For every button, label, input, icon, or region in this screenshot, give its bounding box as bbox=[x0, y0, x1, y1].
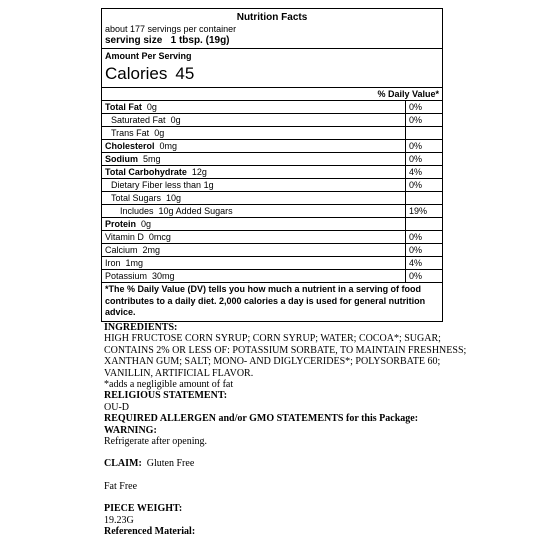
nutrient-dv: 4% bbox=[406, 166, 443, 179]
claim-fat-free: Fat Free bbox=[104, 480, 138, 492]
nutrient-name: Cholesterol bbox=[105, 141, 155, 151]
nutrition-title: Nutrition Facts bbox=[236, 12, 308, 23]
nutrient-name: Total Fat bbox=[105, 102, 142, 112]
allergen-heading: REQUIRED ALLERGEN and/or GMO STATEMENTS for this Package: bbox=[104, 413, 419, 425]
ingredients-line: VANILLIN, ARTIFICIAL FLAVOR. bbox=[104, 367, 254, 379]
nutrient-amount: 30mg bbox=[152, 271, 175, 281]
dv-header-row bbox=[102, 88, 442, 101]
table-row bbox=[102, 192, 442, 205]
spacer bbox=[104, 447, 524, 458]
nutrition-facts-panel bbox=[101, 8, 443, 322]
nutrient-dv bbox=[406, 218, 443, 231]
table-row bbox=[102, 179, 442, 192]
ingredients-heading: INGREDIENTS: bbox=[104, 322, 178, 333]
claim-label: CLAIM: bbox=[104, 458, 142, 470]
nutrient-amount: 0mcg bbox=[148, 232, 171, 242]
nutrient-name: Includes bbox=[120, 206, 154, 216]
spacer bbox=[104, 492, 524, 503]
nutrient-dv: 0% bbox=[406, 179, 443, 192]
nutrient-name: Calcium bbox=[105, 245, 138, 255]
amount-per-serving: Amount Per Serving bbox=[105, 51, 192, 61]
nutrient-amount: 12g bbox=[191, 167, 207, 177]
table-row bbox=[102, 114, 442, 127]
claim-value: Gluten Free bbox=[146, 458, 195, 470]
table-row bbox=[102, 153, 442, 166]
nutrient-amount: 1g bbox=[203, 180, 214, 190]
table-row bbox=[102, 101, 442, 114]
referenced-heading: Referenced Material: bbox=[104, 526, 196, 538]
table-row bbox=[102, 244, 442, 257]
nutrient-dv: 0% bbox=[406, 244, 443, 257]
nutrient-amount: 2mg bbox=[142, 245, 161, 255]
nutrient-name: Total Sugars bbox=[111, 193, 162, 203]
serving-size-label: serving size bbox=[105, 35, 163, 46]
nutrient-name: Saturated Fat bbox=[111, 115, 166, 125]
servings-per-container: about 177 servings per container bbox=[105, 24, 237, 34]
dv-footnote: *The % Daily Value (DV) tells you how much a nutrient in a serving of food contributes to a daily diet. 2,000 calories a day is used for general nutrition advice. bbox=[105, 284, 426, 317]
calories-label: Calories bbox=[105, 64, 168, 83]
nutrient-dv: 0% bbox=[406, 140, 443, 153]
nutrient-dv: 0% bbox=[406, 114, 443, 127]
nutrient-amount: 0g bbox=[146, 102, 157, 112]
ingredients-note: *adds a negligible amount of fat bbox=[104, 379, 234, 391]
nutrient-name: Vitamin D bbox=[105, 232, 144, 242]
nutrient-name: Potassium bbox=[105, 271, 148, 281]
table-row bbox=[102, 205, 442, 218]
dv-header: % Daily Value* bbox=[102, 88, 442, 101]
nutrient-name: Trans Fat bbox=[111, 128, 150, 138]
religious-value: OU-D bbox=[104, 401, 129, 413]
nutrient-name: Dietary Fiber less than bbox=[111, 180, 202, 190]
nutrient-dv: 0% bbox=[406, 270, 443, 283]
calories bbox=[102, 63, 442, 88]
warning-value: Refrigerate after opening. bbox=[104, 436, 208, 448]
nutrient-name: Sodium bbox=[105, 154, 138, 164]
nutrient-amount: 10g bbox=[166, 193, 182, 203]
claim bbox=[104, 458, 524, 469]
nutrient-dv: 0% bbox=[406, 153, 443, 166]
nutrient-dv: 19% bbox=[406, 205, 443, 218]
nutrient-amount: 0g bbox=[154, 128, 165, 138]
nutrient-amount: 10g Added Sugars bbox=[158, 206, 233, 216]
serving-size bbox=[102, 35, 442, 49]
nutrient-amount: 1mg bbox=[125, 258, 144, 268]
piece-weight-value: 19.23G bbox=[104, 514, 134, 526]
table-row bbox=[102, 257, 442, 270]
nutrient-amount: 0mg bbox=[159, 141, 178, 151]
nutrient-amount: 0g bbox=[141, 219, 152, 229]
table-row bbox=[102, 231, 442, 244]
warning-heading: WARNING: bbox=[104, 424, 157, 436]
nutrient-dv: 4% bbox=[406, 257, 443, 270]
nutrient-table bbox=[102, 88, 442, 283]
ingredients-line: HIGH FRUCTOSE CORN SYRUP; CORN SYRUP; WATER; COCOA*; SUGAR; bbox=[104, 333, 441, 345]
serving-size-value: 1 tbsp. (19g) bbox=[170, 35, 230, 46]
nutrient-dv: 0% bbox=[406, 101, 443, 114]
piece-weight-heading: PIECE WEIGHT: bbox=[104, 503, 183, 515]
table-row bbox=[102, 140, 442, 153]
nutrient-dv bbox=[406, 192, 443, 205]
nutrient-amount: 0g bbox=[170, 115, 181, 125]
nutrient-dv bbox=[406, 127, 443, 140]
table-row bbox=[102, 270, 442, 283]
ingredients-line: XANTHAN GUM; SALT; MONO- AND DIGLYCERIDES*; POLYSORBATE 60; bbox=[104, 356, 441, 368]
religious-heading: RELIGIOUS STATEMENT: bbox=[104, 390, 228, 402]
table-row bbox=[102, 127, 442, 140]
nutrient-name: Protein bbox=[105, 219, 137, 229]
nutrient-dv: 0% bbox=[406, 231, 443, 244]
nutrient-name: Total Carbohydrate bbox=[105, 167, 187, 177]
spacer bbox=[104, 470, 524, 481]
table-row bbox=[102, 218, 442, 231]
calories-value: 45 bbox=[175, 64, 195, 83]
ingredients-line: CONTAINS 2% OR LESS OF: POTASSIUM SORBATE, TO MAINTAIN FRESHNESS; bbox=[104, 344, 467, 356]
nutrient-name: Iron bbox=[105, 258, 121, 268]
table-row bbox=[102, 166, 442, 179]
ingredients-block bbox=[104, 322, 524, 538]
nutrient-amount: 5mg bbox=[143, 154, 161, 164]
